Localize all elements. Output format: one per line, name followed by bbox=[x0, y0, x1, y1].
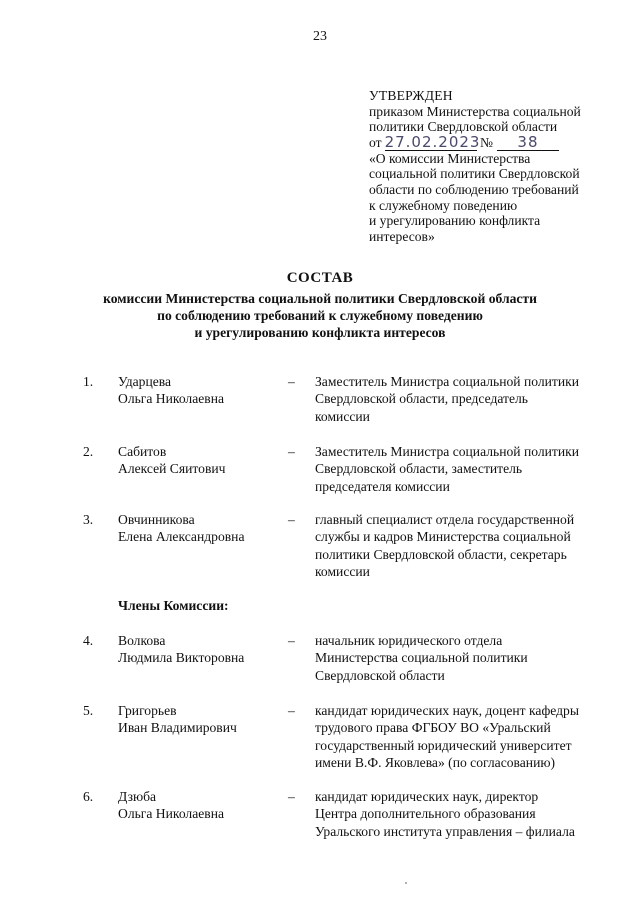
dash-separator: – bbox=[288, 789, 295, 804]
member-role bbox=[315, 788, 615, 840]
member-role bbox=[315, 443, 615, 495]
role-line: Заместитель Министра социальной политики bbox=[315, 374, 580, 389]
member-given-names: Алексей Сяитович bbox=[118, 461, 226, 477]
order-date: 27.02.2023 bbox=[384, 132, 481, 151]
member-name bbox=[118, 443, 288, 478]
approval-subject-5: и урегулированию конфликта bbox=[369, 213, 541, 229]
role-line: Уральского института управления – филиала bbox=[315, 823, 575, 839]
approval-subject-1: «О комиссии Министерства bbox=[369, 150, 531, 166]
role-line: Центра дополнительного образования bbox=[315, 806, 536, 822]
members-heading: Члены Комиссии: bbox=[118, 598, 229, 613]
member-name bbox=[118, 788, 288, 823]
member-name bbox=[118, 511, 288, 546]
role-line: начальник юридического отдела bbox=[315, 633, 503, 648]
member-surname: Овчинникова bbox=[118, 512, 195, 527]
role-line: Свердловской области, председатель bbox=[315, 391, 528, 407]
member-surname: Сабитов bbox=[118, 444, 167, 459]
title-line-2: по соблюдению требований к служебному поведению bbox=[157, 308, 483, 323]
role-line: комиссии bbox=[315, 408, 370, 424]
member-name bbox=[118, 632, 288, 667]
approval-subject-3: области по соблюдению требований bbox=[369, 181, 579, 197]
member-role bbox=[315, 632, 615, 684]
page-number: 23 bbox=[313, 29, 327, 44]
approval-subject-4: к служебному поведению bbox=[369, 197, 518, 213]
approval-subject-6: интересов» bbox=[369, 228, 435, 244]
approval-stamp bbox=[369, 88, 619, 244]
entry-number: 1. bbox=[83, 374, 94, 389]
role-line: председателя комиссии bbox=[315, 478, 450, 494]
role-line: Заместитель Министра социальной политики bbox=[315, 444, 580, 459]
approval-order-line bbox=[369, 132, 619, 151]
role-line: Свердловской области bbox=[315, 667, 445, 683]
order-date-field bbox=[384, 132, 481, 151]
role-line: службы и кадров Министерства социальной bbox=[315, 529, 571, 545]
dash-separator: – bbox=[288, 512, 295, 527]
member-role bbox=[315, 373, 615, 425]
title-line-1: комиссии Министерства социальной политики Свердловской области bbox=[103, 291, 537, 306]
dash-separator: – bbox=[288, 633, 295, 648]
role-line: имени В.Ф. Яковлева» (по согласованию) bbox=[315, 754, 556, 770]
role-line: главный специалист отдела государственной bbox=[315, 512, 575, 527]
member-surname: Ударцева bbox=[118, 374, 172, 389]
member-surname: Волкова bbox=[118, 633, 166, 648]
role-line: государственный юридический университет bbox=[315, 737, 572, 753]
member-given-names: Ольга Николаевна bbox=[118, 391, 225, 407]
entry-number: 5. bbox=[83, 703, 94, 718]
from-prefix: от bbox=[369, 134, 382, 150]
role-line: комиссии bbox=[315, 563, 370, 579]
dash-separator: – bbox=[288, 444, 295, 459]
role-line: политики Свердловской области, секретарь bbox=[315, 546, 567, 562]
member-name bbox=[118, 702, 288, 737]
member-surname: Григорьев bbox=[118, 703, 177, 718]
document-title bbox=[0, 270, 640, 341]
role-line: Свердловской области, заместитель bbox=[315, 461, 523, 477]
title-main: СОСТАВ bbox=[286, 270, 354, 286]
role-line: кандидат юридических наук, доцент кафедры bbox=[315, 703, 579, 718]
entry-number: 6. bbox=[83, 789, 94, 804]
number-prefix: № bbox=[479, 134, 493, 150]
role-line: трудового права ФГБОУ ВО «Уральский bbox=[315, 720, 551, 736]
member-given-names: Людмила Викторовна bbox=[118, 650, 245, 666]
member-name bbox=[118, 373, 288, 408]
approval-line-1: приказом Министерства социальной bbox=[369, 103, 581, 119]
approval-subject-2: социальной политики Свердловской bbox=[369, 166, 580, 182]
entry-number: 2. bbox=[83, 444, 94, 459]
member-given-names: Иван Владимирович bbox=[118, 720, 237, 736]
order-number: 38 bbox=[517, 132, 539, 151]
member-given-names: Елена Александровна bbox=[118, 529, 245, 545]
role-line: кандидат юридических наук, директор bbox=[315, 789, 539, 804]
dash-separator: – bbox=[288, 374, 295, 389]
member-role bbox=[315, 702, 615, 771]
dash-separator: – bbox=[288, 703, 295, 718]
approval-line-2: политики Свердловской области bbox=[369, 119, 558, 135]
member-surname: Дзюба bbox=[118, 789, 157, 804]
entry-number: 4. bbox=[83, 633, 94, 648]
entry-number: 3. bbox=[83, 512, 94, 527]
scan-speck bbox=[405, 882, 407, 884]
approval-caption: УТВЕРЖДЕН bbox=[369, 88, 453, 103]
role-line: Министерства социальной политики bbox=[315, 650, 528, 666]
member-role bbox=[315, 511, 615, 580]
member-given-names: Ольга Николаевна bbox=[118, 806, 225, 822]
title-line-3: и урегулированию конфликта интересов bbox=[194, 325, 446, 340]
order-number-field bbox=[497, 132, 559, 151]
